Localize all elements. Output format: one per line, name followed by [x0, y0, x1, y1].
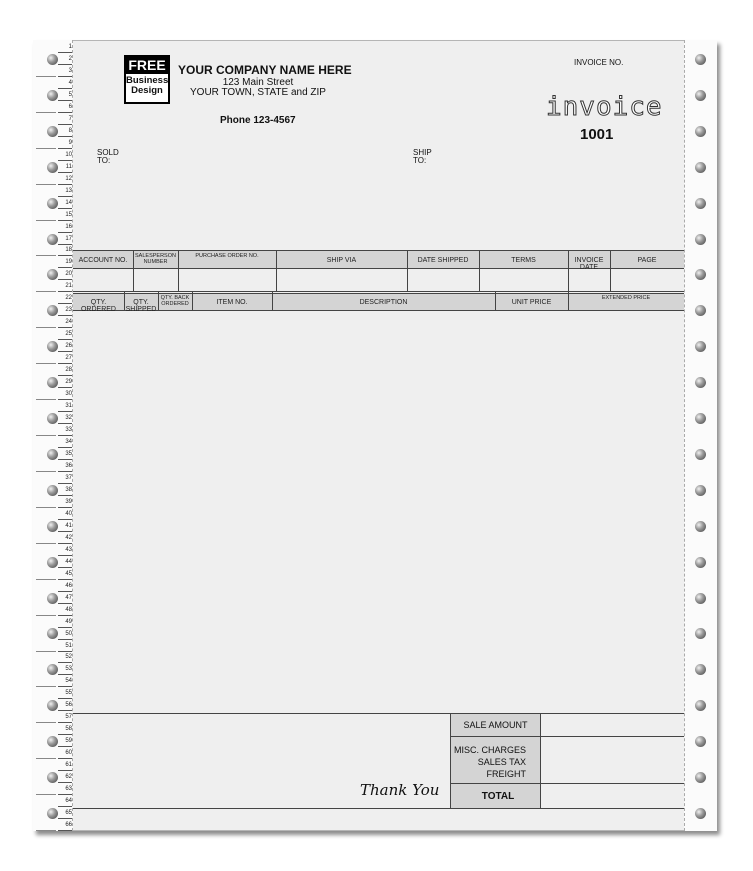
header2-divider: [192, 292, 193, 310]
line-rule: [58, 543, 72, 544]
ship-to-label: SHIP TO:: [413, 148, 432, 165]
line-number: 42: [65, 534, 72, 541]
line-rule: [58, 387, 72, 388]
line-rule: [58, 830, 72, 831]
line-rule: [58, 244, 72, 245]
line-number: 53: [65, 666, 72, 673]
line-rule: [58, 351, 72, 352]
perforation-tick: [36, 184, 56, 185]
line-rule: [58, 232, 72, 233]
line-number: 4: [68, 79, 72, 86]
line-rule: [58, 148, 72, 149]
line-rule: [58, 686, 72, 687]
line-rule: [58, 471, 72, 472]
total-label: TOTAL: [481, 791, 515, 802]
line-rule: [58, 722, 72, 723]
perforation-tick: [36, 579, 56, 580]
line-number: 27: [65, 355, 72, 362]
line-rule: [58, 615, 72, 616]
line-number: 35: [65, 450, 72, 457]
left-tractor-hole: [47, 449, 58, 460]
line-number: 39: [65, 498, 72, 505]
line-number: 55: [65, 690, 72, 697]
misc-charges-label: MISC. CHARGES: [453, 745, 526, 755]
invoice-number: 1001: [580, 126, 614, 143]
line-number: 9: [68, 139, 72, 146]
line-number: 62: [65, 774, 72, 781]
perforation-tick: [36, 651, 56, 652]
perforation-tick: [36, 363, 56, 364]
line-rule: [58, 531, 72, 532]
perforation-tick: [36, 507, 56, 508]
line-rule: [58, 279, 72, 280]
perforation-tick: [36, 758, 56, 759]
line-rule: [58, 698, 72, 699]
line-number: 31: [65, 403, 72, 410]
line-rule: [58, 375, 72, 376]
header1-purchase-order-no: PURCHASE ORDER NO.: [195, 253, 259, 259]
line-number: 25: [65, 331, 72, 338]
line-rule: [58, 220, 72, 221]
line-number: 30: [65, 391, 72, 398]
perforation-tick: [36, 148, 56, 149]
line-number: 50: [65, 630, 72, 637]
line-number: 2: [68, 55, 72, 62]
line-number: 47: [65, 594, 72, 601]
line-rule: [58, 399, 72, 400]
line-number: 11: [65, 163, 72, 170]
line-rule: [58, 651, 72, 652]
line-rule: [58, 579, 72, 580]
line-number: 59: [65, 738, 72, 745]
perforation-tick: [36, 471, 56, 472]
line-rule: [58, 208, 72, 209]
line-rule: [58, 782, 72, 783]
perforation-tick: [36, 794, 56, 795]
line-number: 66: [65, 822, 72, 829]
header2-description: DESCRIPTION: [359, 299, 408, 306]
left-tractor-hole: [47, 234, 58, 245]
line-rule: [58, 770, 72, 771]
line-rule: [58, 459, 72, 460]
line-rule: [58, 76, 72, 77]
line-rule: [58, 52, 72, 53]
line-rule: [58, 674, 72, 675]
line-rule: [58, 435, 72, 436]
header1-divider: [133, 250, 134, 291]
logo-free-text: FREE: [126, 57, 168, 74]
line-number: 8: [68, 127, 72, 134]
line-rule: [58, 519, 72, 520]
header1-date-shipped: DATE SHIPPED: [417, 257, 469, 264]
right-tractor-hole: [695, 593, 706, 604]
line-number: 64: [65, 798, 72, 805]
header1-salesperson-number: SALESPERSON NUMBER: [135, 253, 176, 265]
header1-account-no: ACCOUNT NO.: [78, 257, 128, 264]
right-tractor-hole: [695, 521, 706, 532]
line-number: 16: [65, 223, 72, 230]
right-tractor-hole: [695, 449, 706, 460]
right-tractor-hole: [695, 90, 706, 101]
line-number: 3: [68, 67, 72, 74]
line-number: 60: [65, 750, 72, 757]
header1-divider: [610, 250, 611, 291]
header1-invoice-date: INVOICE DATE: [574, 257, 604, 271]
line-rule: [58, 806, 72, 807]
line-number: 65: [65, 810, 72, 817]
perforation-tick: [36, 220, 56, 221]
line-number: 51: [65, 642, 72, 649]
line-number: 32: [65, 415, 72, 422]
line-number: 57: [65, 714, 72, 721]
perforation-tick: [36, 327, 56, 328]
left-tractor-hole: [47, 485, 58, 496]
line-number: 49: [65, 618, 72, 625]
left-tractor-hole: [47, 162, 58, 173]
line-rule: [58, 255, 72, 256]
line-number: 56: [65, 702, 72, 709]
line-number: 7: [68, 115, 72, 122]
line-number: 63: [65, 786, 72, 793]
left-tractor-hole: [47, 521, 58, 532]
freight-label: FREIGHT: [486, 769, 526, 779]
perforation-tick: [36, 615, 56, 616]
line-number: 37: [65, 474, 72, 481]
line-number: 10: [65, 151, 72, 158]
right-tractor-hole: [695, 413, 706, 424]
header1-page: PAGE: [637, 257, 657, 264]
right-tractor-hole: [695, 126, 706, 137]
line-number: 20: [65, 271, 72, 278]
line-number: 52: [65, 654, 72, 661]
line-number: 19: [65, 259, 72, 266]
header1-divider: [178, 250, 179, 291]
line-number: 12: [65, 175, 72, 182]
line-rule: [58, 339, 72, 340]
left-tractor-hole: [47, 413, 58, 424]
line-rule: [58, 758, 72, 759]
header2-divider: [568, 292, 569, 310]
line-number: 15: [65, 211, 72, 218]
line-rule: [58, 196, 72, 197]
right-tractor-hole: [695, 54, 706, 65]
line-number: 36: [65, 462, 72, 469]
line-number: 6: [68, 103, 72, 110]
line-rule: [58, 112, 72, 113]
line-number: 41: [65, 522, 72, 529]
header2-divider: [124, 292, 125, 310]
perforation-tick: [36, 435, 56, 436]
line-number: 46: [65, 582, 72, 589]
company-street: 123 Main Street: [222, 77, 294, 88]
line-number: 21: [65, 283, 72, 290]
left-tractor-hole: [47, 198, 58, 209]
header1-divider: [276, 250, 277, 291]
line-rule: [58, 136, 72, 137]
line-number: 29: [65, 379, 72, 386]
line-number: 45: [65, 570, 72, 577]
line-rule: [58, 818, 72, 819]
line-rule: [58, 447, 72, 448]
line-rule: [58, 172, 72, 173]
header2-divider: [495, 292, 496, 310]
line-rule: [58, 160, 72, 161]
line-rule: [58, 124, 72, 125]
invoice-no-label: INVOICE NO.: [574, 58, 624, 67]
line-number: 33: [65, 427, 72, 434]
perforation-tick: [36, 399, 56, 400]
line-number: 5: [68, 91, 72, 98]
line-rule: [58, 627, 72, 628]
line-rule: [58, 639, 72, 640]
header2-divider: [272, 292, 273, 310]
line-rule: [58, 555, 72, 556]
invoice-title: invoice: [546, 92, 663, 122]
perforation-tick: [36, 830, 56, 831]
header1-divider: [568, 250, 569, 291]
header2-extended-price: EXTENDED PRICE: [601, 295, 651, 301]
right-tractor-hole: [695, 557, 706, 568]
line-rule: [58, 100, 72, 101]
left-tractor-hole: [47, 90, 58, 101]
thank-you-signature: Thank You: [360, 781, 440, 799]
left-tractor-hole: [47, 593, 58, 604]
sales-tax-label: SALES TAX: [477, 757, 526, 767]
line-rule: [58, 507, 72, 508]
left-tractor-hole: [47, 54, 58, 65]
logo-bottom-text: Business Design: [126, 75, 169, 96]
line-rule: [58, 315, 72, 316]
right-tractor-hole: [695, 808, 706, 819]
line-number: 40: [65, 510, 72, 517]
header2-divider: [158, 292, 159, 310]
company-name: YOUR COMPANY NAME HERE: [178, 63, 352, 77]
header1-terms: TERMS: [511, 257, 536, 264]
perforation-tick: [36, 722, 56, 723]
line-rule: [58, 64, 72, 65]
perforation-tick: [36, 255, 56, 256]
line-rule: [58, 794, 72, 795]
line-rule: [58, 267, 72, 268]
right-tractor-hole: [695, 234, 706, 245]
line-number: 14: [65, 199, 72, 206]
line-number: 18: [65, 247, 72, 254]
line-number: 24: [65, 319, 72, 326]
left-tractor-hole: [47, 808, 58, 819]
perforation-tick: [36, 543, 56, 544]
company-city: YOUR TOWN, STATE and ZIP: [190, 87, 326, 98]
line-number: 61: [65, 762, 72, 769]
line-rule: [58, 423, 72, 424]
line-rule: [58, 303, 72, 304]
line-number: 17: [65, 235, 72, 242]
header1-divider: [407, 250, 408, 291]
right-tractor-strip: [684, 40, 717, 831]
line-rule: [58, 603, 72, 604]
header2-qty-ordered: QTY. ORDERED: [80, 299, 116, 313]
right-tractor-hole: [695, 198, 706, 209]
line-number: 44: [65, 558, 72, 565]
line-number: 1: [68, 44, 72, 50]
line-number: 28: [65, 367, 72, 374]
line-rule: [58, 734, 72, 735]
line-number: 23: [65, 307, 72, 314]
line-rule: [58, 662, 72, 663]
line-rule: [58, 746, 72, 747]
header2-qty-back-ordered: QTY. BACK ORDERED: [160, 295, 190, 307]
perforation-tick: [36, 291, 56, 292]
perforation-tick: [36, 686, 56, 687]
left-tractor-hole: [47, 772, 58, 783]
line-rule: [58, 483, 72, 484]
left-tractor-hole: [47, 557, 58, 568]
line-rule: [58, 88, 72, 89]
sold-to-label: SOLD TO:: [97, 148, 119, 165]
company-phone: Phone 123-4567: [220, 115, 296, 126]
line-rule: [58, 291, 72, 292]
line-number: 48: [65, 606, 72, 613]
header2-unit-price: UNIT PRICE: [511, 299, 552, 306]
line-number: 58: [65, 726, 72, 733]
header2-qty-shipped: QTY. SHIPPED: [125, 299, 157, 313]
line-number: 34: [65, 439, 72, 445]
line-rule: [58, 184, 72, 185]
header1-divider: [479, 250, 480, 291]
line-rule: [58, 327, 72, 328]
line-number: 54: [65, 678, 72, 685]
line-number: 26: [65, 343, 72, 350]
right-tractor-hole: [695, 485, 706, 496]
line-number: 22: [65, 295, 72, 302]
line-rule: [58, 710, 72, 711]
business-design-logo: [124, 55, 170, 104]
sale-amount-label: SALE AMOUNT: [463, 720, 528, 730]
line-rule: [58, 591, 72, 592]
line-rule: [58, 363, 72, 364]
left-tractor-hole: [47, 126, 58, 137]
header2-item-no: ITEM NO.: [216, 299, 248, 306]
line-number: 13: [65, 187, 72, 194]
right-tractor-hole: [695, 162, 706, 173]
right-tractor-hole: [695, 772, 706, 783]
line-rule: [58, 411, 72, 412]
header1-ship-via: SHIP VIA: [326, 257, 357, 264]
line-number: 43: [65, 546, 72, 553]
line-rule: [58, 495, 72, 496]
perforation-tick: [36, 112, 56, 113]
line-rule: [58, 567, 72, 568]
perforation-tick: [36, 76, 56, 77]
line-number: 38: [65, 486, 72, 493]
